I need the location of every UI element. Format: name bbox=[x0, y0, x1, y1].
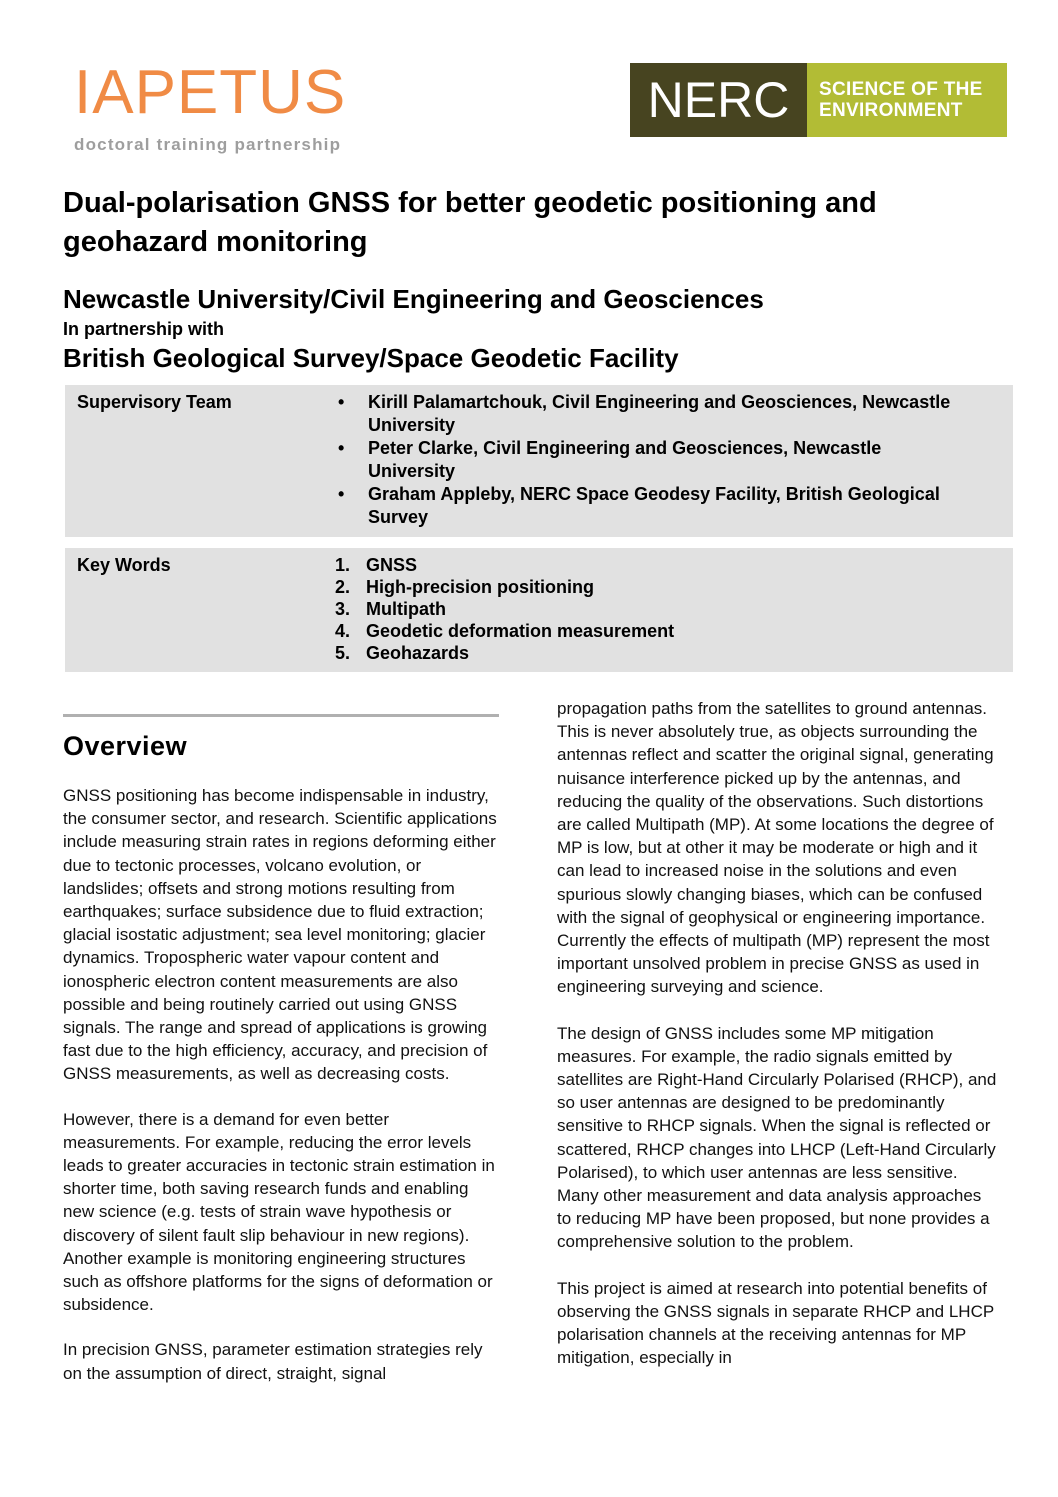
keyword-item: Multipath bbox=[366, 599, 446, 619]
body-paragraph: propagation paths from the satellites to ground antennas. This is never absolutely true, as objects surrounding the antennas reflect and scatter the original signal, generating nuisance interference picked up by the antennas, and reducing the quality of the observations. Such distortions are called Multipath (MP). At some locations the degree of MP is low, but at other it may be moderate or high and it can lead to increased noise in the solutions and even spurious slowly changing biases, which can be confused with the signal of geophysical or engineering importance. Currently the effects of multipath (MP) represent the most important unsolved problem in precise GNSS as used in engineering surveying and science. bbox=[557, 699, 994, 997]
body-paragraph: In precision GNSS, parameter estimation strategies rely on the assumption of direct, straight, signal bbox=[63, 1340, 483, 1383]
key-words-row bbox=[65, 548, 1013, 672]
lead-institution: Newcastle University/Civil Engineering and Geosciences bbox=[63, 284, 764, 314]
nerc-logo bbox=[630, 63, 1007, 137]
overview-right-column bbox=[557, 697, 1000, 1392]
iapetus-tagline: doctoral training partnership bbox=[74, 135, 342, 154]
partnership-label: In partnership with bbox=[63, 319, 225, 339]
project-title: Dual-polarisation GNSS for better geodetic positioning and geohazard monitoring bbox=[63, 187, 877, 258]
key-words-list bbox=[335, 554, 965, 664]
body-paragraph: GNSS positioning has become indispensable in industry, the consumer sector, and research. Scientific applications include measuring strain rates in regions deforming either due to tectonic processes, volcano evolution, or landslides; offsets and strong motions resulting from earthquakes; surface subsidence due to fluid extraction; glacial isostatic adjustment; sea level monitoring; glacier dynamics. Tropospheric water vapour content and ionospheric electron content measurements are also possible and being routinely carried out using GNSS signals. The range and spread of applications is growing fast due to the high efficiency, accuracy, and precision of GNSS measurements, as well as decreasing costs. bbox=[63, 786, 497, 1084]
body-paragraph: This project is aimed at research into potential benefits of observing the GNSS signals in separate RHCP and LHCP polarisation channels at the receiving antennas for MP mitigation, especially in bbox=[557, 1278, 994, 1368]
supervisory-team-row bbox=[65, 385, 1013, 537]
body-paragraph: The design of GNSS includes some MP mitigation measures. For example, the radio signals emitted by satellites are Right-Hand Circularly Polarised (RHCP), and so user antennas are designed to be predominantly sensitive to RHCP signals. When the signal is reflected or scattered, RHCP changes into LHCP (Left-Hand Circularly Polarised), to which user antennas are less sensitive. Many other measurement and data analysis approaches to reducing MP have been proposed, but none provides a comprehensive solution to the problem. bbox=[557, 1023, 997, 1252]
title-block bbox=[63, 184, 1013, 374]
supervisor-item: • Graham Appleby, NERC Space Geodesy Facility, British Geological Survey bbox=[335, 483, 965, 529]
section-divider bbox=[63, 714, 499, 717]
iapetus-wordmark: IAPETUS bbox=[74, 58, 347, 127]
nerc-tagline-line1: SCIENCE OF THE bbox=[819, 79, 983, 100]
keyword-item: Geodetic deformation measurement bbox=[366, 621, 675, 641]
keyword-item: GNSS bbox=[366, 555, 418, 575]
iapetus-logo bbox=[74, 58, 347, 155]
body-paragraph: However, there is a demand for even better measurements. For example, reducing the error levels leads to greater accuracies in tectonic strain estimation in shorter time, both saving research funds and enabling new science (e.g. tests of strain wave hypothesis or discovery of silent fault slip behaviour in new regions). Another example is monitoring engineering structures such as offshore platforms for the signs of deformation or subsidence. bbox=[63, 1109, 495, 1315]
supervisor-item: • Peter Clarke, Civil Engineering and Geosciences, Newcastle University bbox=[335, 437, 965, 483]
keyword-item: Geohazards bbox=[366, 643, 470, 663]
supervisory-team-label: Supervisory Team bbox=[77, 392, 232, 412]
supervisor-item: • Kirill Palamartchouk, Civil Engineering and Geosciences, Newcastle University bbox=[335, 391, 965, 437]
nerc-wordmark: NERC bbox=[630, 63, 807, 137]
partner-institution: British Geological Survey/Space Geodetic Facility bbox=[63, 343, 679, 373]
nerc-tagline-line2: ENVIRONMENT bbox=[819, 100, 963, 121]
keyword-item: High-precision positioning bbox=[366, 577, 594, 597]
key-words-label: Key Words bbox=[77, 555, 171, 575]
overview-left-column bbox=[63, 697, 499, 1385]
supervisory-team-list bbox=[335, 391, 965, 529]
nerc-tagline bbox=[807, 63, 1007, 137]
overview-heading: Overview bbox=[63, 731, 188, 761]
